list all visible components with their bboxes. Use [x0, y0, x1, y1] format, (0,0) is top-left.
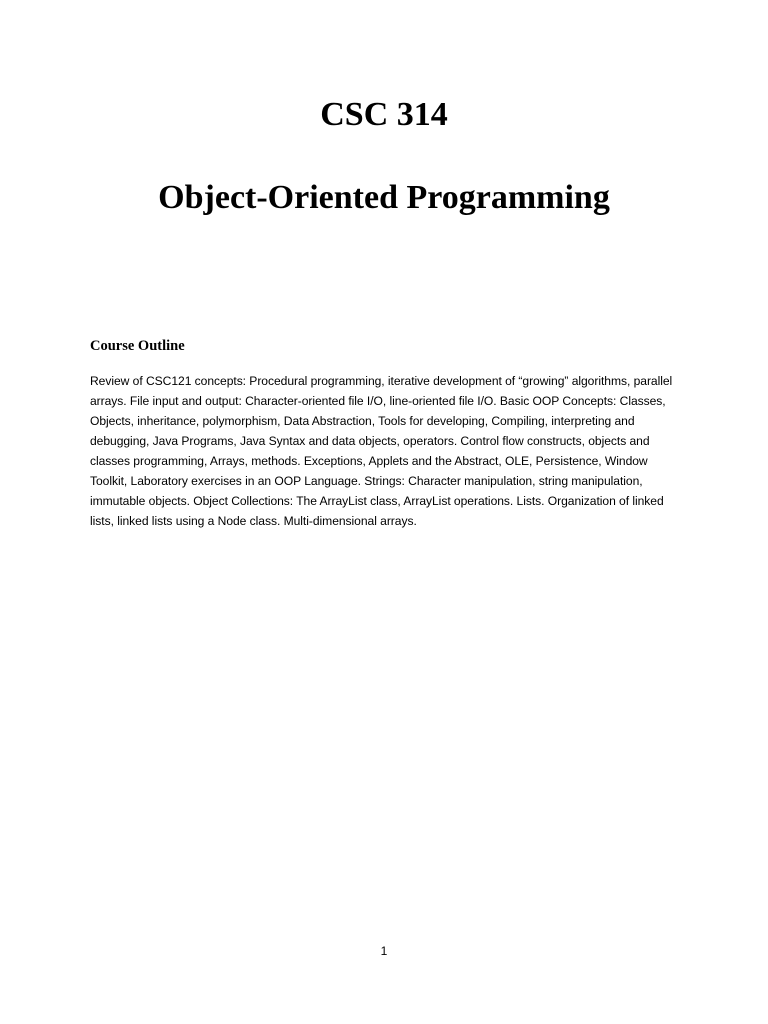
- course-title: Object-Oriented Programming: [158, 179, 610, 216]
- course-outline-paragraph: Review of CSC121 concepts: Procedural programming, iterative development of “growing” algorithms, parallel arrays. File input and output: Character-oriented file I/O, line-oriented file I/O. Basic OOP Concepts: Classes, Objects, inheritance, polymorphism, Data Abstraction, Tools for developing, Compiling, interpreting and debugging, Java Programs, Java Syntax and data objects, operators. Control flow constructs, objects and classes programming, Arrays, methods. Exceptions, Applets and the Abstract, OLE, Persistence, Window Toolkit, Laboratory exercises in an OOP Language. Strings: Character manipulation, string manipulation, immutable objects. Object Collections: The ArrayList class, ArrayList operations. Lists. Organization of linked lists, linked lists using a Node class. Multi-dimensional arrays.: [90, 374, 673, 528]
- page-number: 1: [380, 944, 388, 958]
- section-heading: Course Outline: [90, 338, 185, 354]
- course-code: CSC 314: [320, 96, 448, 133]
